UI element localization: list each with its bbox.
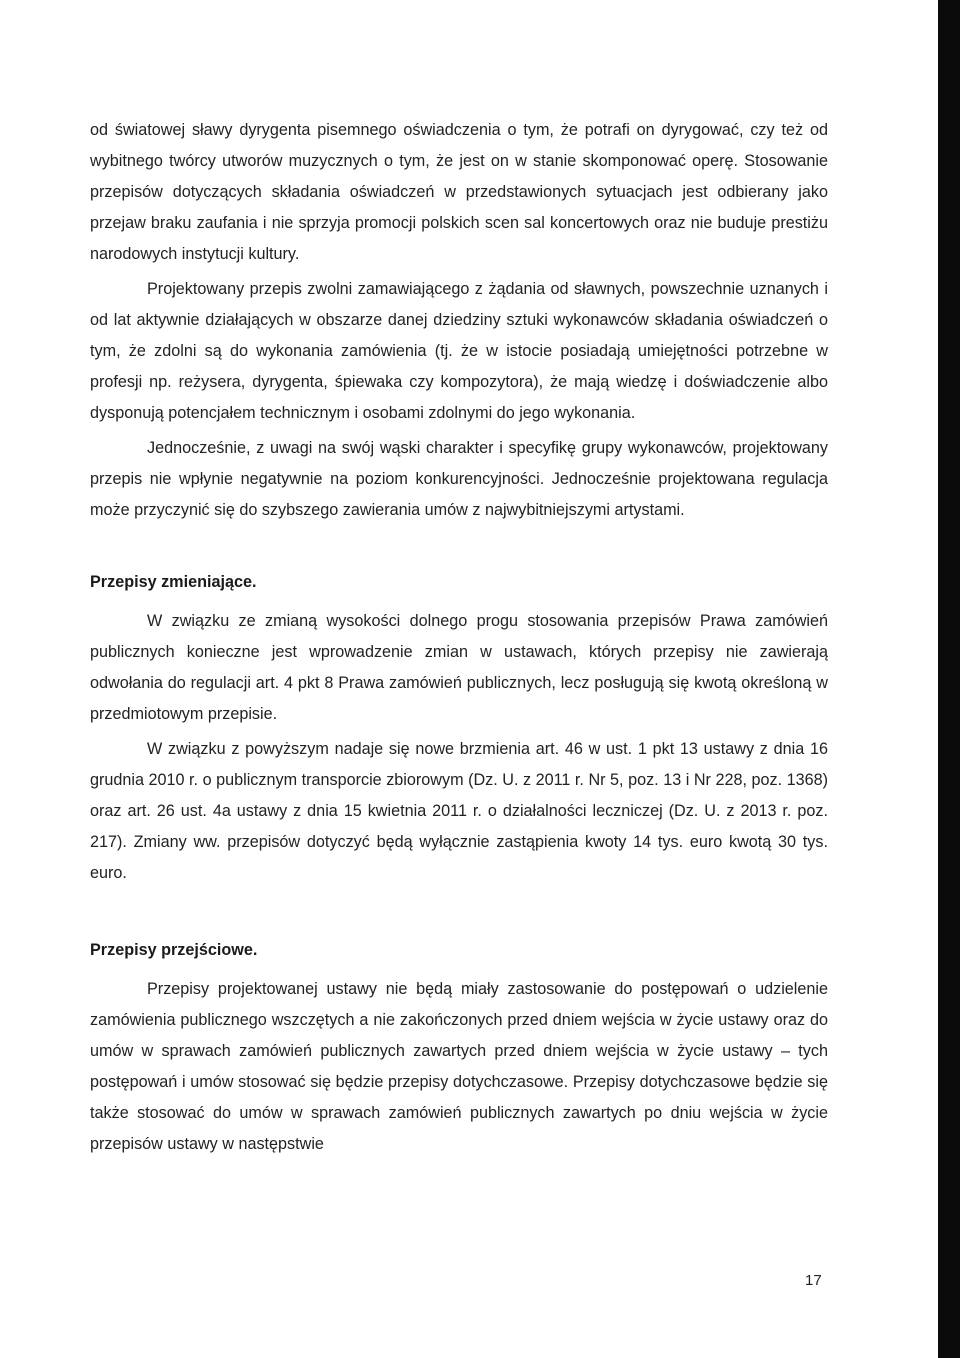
heading-amending-provisions: Przepisy zmieniające. [90, 573, 257, 591]
paragraph-3: Jednocześnie, z uwagi na swój wąski charakter i specyfikę grupy wykonawców, projektowany przepis nie wpłynie negatywnie na poziom konkurencyjności. Jednocześnie projektowana regulacja może przyczynić się do szybszego zawierania umów z najwybitniejszymi artystami. [90, 439, 828, 519]
heading-transitional-provisions: Przepisy przejściowe. [90, 941, 258, 959]
page-number: 17 [805, 1272, 822, 1289]
paragraph-1: od światowej sławy dyrygenta pisemnego oświadczenia o tym, że potrafi on dyrygować, czy też od wybitnego twórcy utworów muzycznych o tym, że jest on w stanie skomponować operę. Stosowanie przepisów dotyczących składania oświadczeń w przedstawionych sytuacjach jest odbierany jako przejaw braku zaufania i nie sprzyja promocji polskich scen sal koncertowych oraz nie buduje prestiżu narodowych instytucji kultury. [90, 121, 828, 263]
scan-edge-border [938, 0, 960, 1358]
paragraph-6: Przepisy projektowanej ustawy nie będą miały zastosowanie do postępowań o udzielenie zamówienia publicznego wszczętych a nie zakończonych przed dniem wejścia w życie ustawy oraz do umów w sprawach zamówień publicznych zawartych przed dniem wejścia w życie ustawy – tych postępowań i umów stosować się będzie przepisy dotychczasowe. Przepisy dotychczasowe będzie się także stosować do umów w sprawach zamówień publicznych zawartych po dniu wejścia w życie przepisów ustawy w następstwie [90, 980, 828, 1153]
paragraph-5: W związku z powyższym nadaje się nowe brzmienia art. 46 w ust. 1 pkt 13 ustawy z dnia 16 grudnia 2010 r. o publicznym transporcie zbiorowym (Dz. U. z 2011 r. Nr 5, poz. 13 i Nr 228, poz. 1368) oraz art. 26 ust. 4a ustawy z dnia 15 kwietnia 2011 r. o działalności leczniczej (Dz. U. z 2013 r. poz. 217). Zmiany ww. przepisów dotyczyć będą wyłącznie zastąpienia kwoty 14 tys. euro kwotą 30 tys. euro. [90, 740, 828, 882]
document-body [90, 115, 828, 1160]
paragraph-2: Projektowany przepis zwolni zamawiającego z żądania od sławnych, powszechnie uznanych i od lat aktywnie działających w obszarze danej dziedziny sztuki wykonawców składania oświadczeń o tym, że zdolni są do wykonania zamówienia (tj. że w istocie posiadają umiejętności potrzebne w profesji np. reżysera, dyrygenta, śpiewaka czy kompozytora), że mają wiedzę i doświadczenie albo dysponują potencjałem technicznym i osobami zdolnymi do jego wykonania. [90, 280, 828, 422]
paragraph-4: W związku ze zmianą wysokości dolnego progu stosowania przepisów Prawa zamówień publicznych konieczne jest wprowadzenie zmian w ustawach, których przepisy nie zawierają odwołania do regulacji art. 4 pkt 8 Prawa zamówień publicznych, lecz posługują się kwotą określoną w przedmiotowym przepisie. [90, 612, 828, 723]
